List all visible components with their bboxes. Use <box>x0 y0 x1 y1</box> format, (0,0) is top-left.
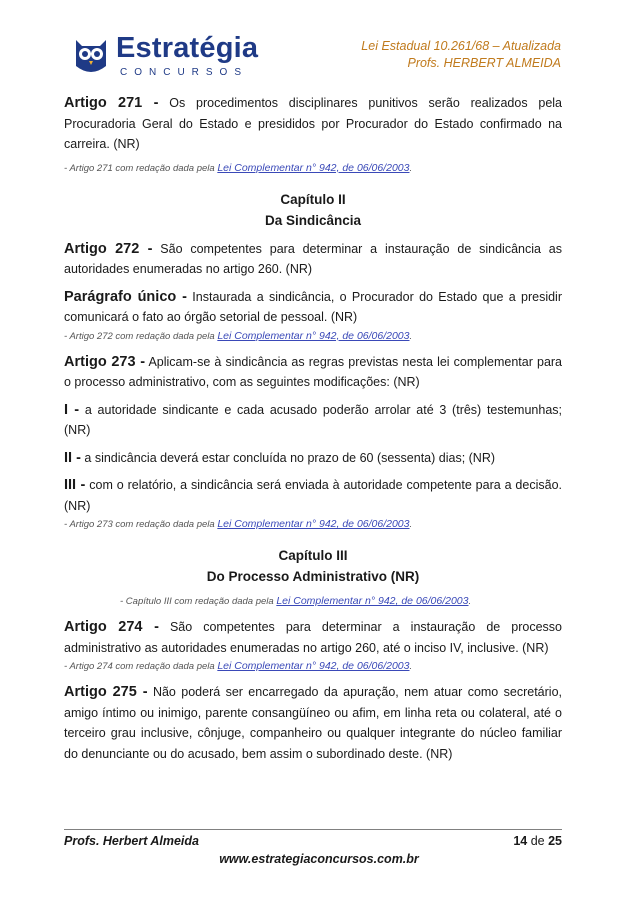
article-272 <box>64 239 562 280</box>
amendment-note <box>64 595 562 608</box>
note-prefix: - Artigo 272 com redação dada pela <box>64 330 218 342</box>
brand-name: Estratégia <box>116 32 259 64</box>
article-label: Artigo 275 - <box>64 684 148 700</box>
amendment-note <box>64 660 562 673</box>
note-suffix: . <box>468 596 472 607</box>
document-body <box>64 93 562 771</box>
footer-divider <box>64 829 562 830</box>
item-text: a autoridade sindicante e cada acusado poderão arrolar até 3 (três) testemunhas; (NR) <box>64 402 562 437</box>
paragraph-text: Instaurada a sindicância, o Procurador do Estado que a presidir comunicará o fato ao órgão setorial de pessoal. (NR) <box>64 289 563 324</box>
page-number <box>513 834 562 848</box>
article-text: Não poderá ser encarregado da apuração, nem atuar como secretário, amigo íntimo ou inimigo, parente consangüíneo ou afim, em linha reta ou colateral, até o terceiro grau inclusive, cônjuge, companheiro ou qualquer integrante do núcleo familiar do denunciante ou do acusado, bem assim o subordinado deste. (NR) <box>64 685 562 761</box>
note-prefix: - Artigo 273 com redação dada pela <box>64 519 218 530</box>
owl-logo-icon <box>72 36 110 76</box>
note-prefix: - Artigo 271 com redação dada pela <box>64 162 218 174</box>
chapter-2-heading <box>64 189 562 231</box>
doc-authors: Profs. HERBERT ALMEIDA <box>407 56 561 70</box>
header-info <box>361 38 561 72</box>
item-text: com o relatório, a sindicância será enviada à autoridade competente para a decisão. (NR) <box>64 478 562 513</box>
law-link[interactable]: Lei Complementar n° 942, de 06/06/2003 <box>276 595 469 607</box>
article-text: Aplicam-se à sindicância as regras previstas nesta lei complementar para o processo administrativo, com as seguintes modificações: (NR) <box>64 354 563 389</box>
article-272-paragraph <box>64 287 562 328</box>
note-suffix: . <box>409 661 413 672</box>
note-suffix: . <box>409 330 413 342</box>
footer-url[interactable]: www.estrategiaconcursos.com.br <box>219 852 419 866</box>
article-label: Artigo 273 - <box>64 353 146 370</box>
chapter-subtitle: Do Processo Administrativo (NR) <box>206 569 420 584</box>
article-text: São competentes para determinar a instauração de sindicância as autoridades enumeradas no artigo 260. (NR) <box>64 241 562 276</box>
page-of: de <box>527 834 549 848</box>
page-current: 14 <box>513 834 528 848</box>
article-label: Artigo 271 - <box>64 95 159 111</box>
paragraph-label: Parágrafo único - <box>64 288 187 305</box>
article-271 <box>64 93 562 155</box>
amendment-note <box>64 518 562 531</box>
article-273-item-i <box>64 400 562 441</box>
item-label: III - <box>64 477 86 493</box>
item-label: I - <box>64 401 80 418</box>
article-label: Artigo 272 - <box>64 240 153 257</box>
amendment-note <box>64 162 562 175</box>
law-link[interactable]: Lei Complementar n° 942, de 06/06/2003 <box>217 161 410 174</box>
chapter-title: Capítulo III <box>278 548 348 563</box>
law-link[interactable]: Lei Complementar n° 942, de 06/06/2003 <box>217 518 410 530</box>
chapter-3-heading <box>64 545 562 587</box>
article-273-item-ii <box>64 448 562 469</box>
item-text: a sindicância deverá estar concluída no prazo de 60 (sessenta) dias; (NR) <box>80 450 496 465</box>
brand-subtitle: CONCURSOS <box>120 67 249 78</box>
note-prefix: - Artigo 274 com redação dada pela <box>64 661 218 672</box>
chapter-subtitle: Da Sindicância <box>264 212 362 228</box>
article-275 <box>64 682 562 764</box>
note-suffix: . <box>409 519 413 530</box>
article-label: Artigo 274 - <box>64 619 159 635</box>
article-273 <box>64 352 562 393</box>
item-label: II - <box>64 449 81 466</box>
note-suffix: . <box>409 162 413 174</box>
amendment-note <box>64 330 562 343</box>
chapter-title: Capítulo II <box>280 191 346 207</box>
brand-logo <box>72 34 282 82</box>
article-text: Os procedimentos disciplinares punitivos serão realizados pela Procuradoria Geral do Estado e presididos por Procurador do Estado confirmado na carreira. (NR) <box>64 96 563 151</box>
page-total: 25 <box>548 834 562 848</box>
footer-author: Profs. Herbert Almeida <box>64 834 199 848</box>
doc-title: Lei Estadual 10.261/68 – Atualizada <box>361 39 561 53</box>
article-274 <box>64 617 562 658</box>
note-prefix: - Capítulo III com redação dada pela <box>120 596 277 607</box>
law-link[interactable]: Lei Complementar n° 942, de 06/06/2003 <box>217 660 410 672</box>
article-text: São competentes para determinar a instauração de processo administrativo as autoridades enumeradas no artigo 260, até o inciso IV, inclusive. (NR) <box>64 620 563 655</box>
article-273-item-iii <box>64 475 562 516</box>
law-link[interactable]: Lei Complementar n° 942, de 06/06/2003 <box>217 329 410 342</box>
